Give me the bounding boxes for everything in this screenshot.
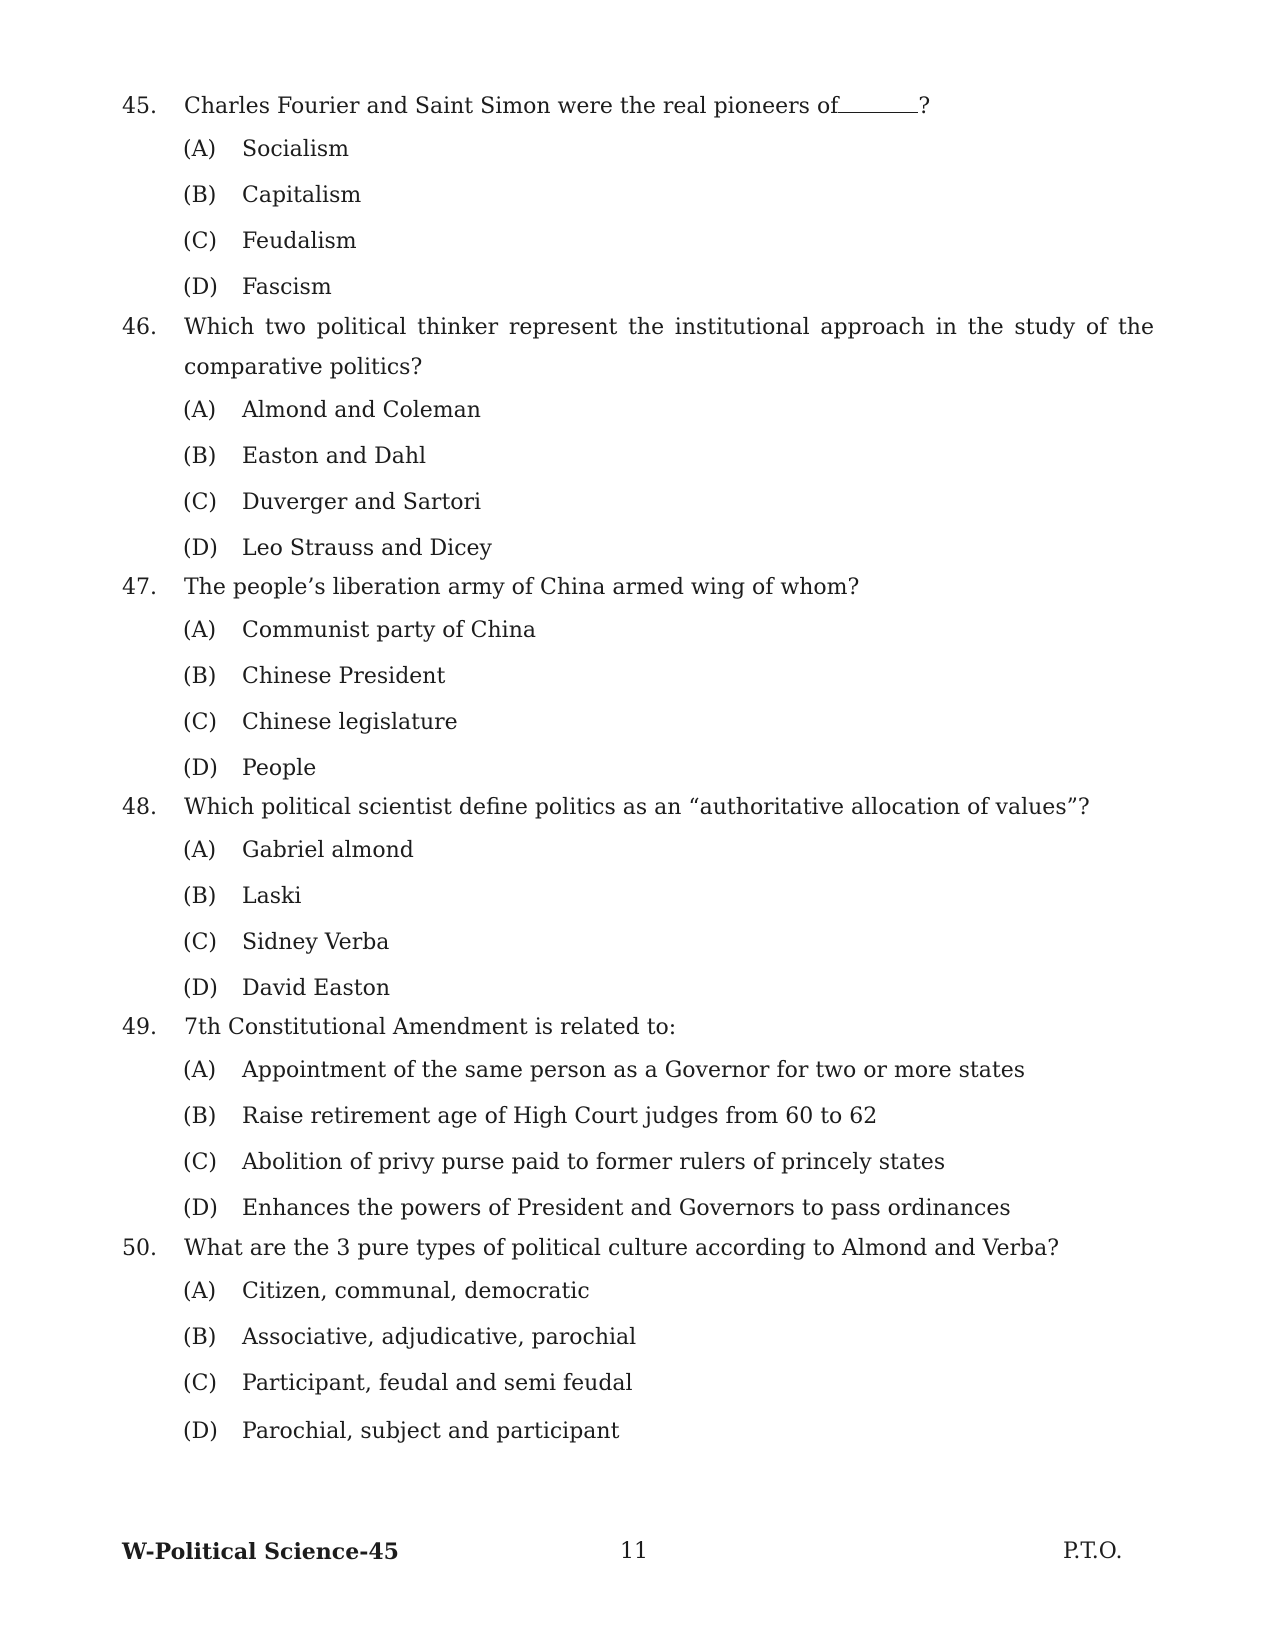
option-c <box>0 700 1275 746</box>
option-letter: (C) <box>183 490 217 515</box>
option-letter: (D) <box>183 1419 218 1444</box>
option-text: Communist party of China <box>242 618 536 643</box>
question-number: 49. <box>122 1015 157 1040</box>
option-b <box>0 1094 1275 1140</box>
option-text: Easton and Dahl <box>242 444 427 469</box>
option-text: Enhances the powers of President and Governors to pass ordinances <box>242 1196 1011 1221</box>
option-letter: (B) <box>183 1325 217 1350</box>
option-letter: (B) <box>183 664 217 689</box>
question-number: 45. <box>122 94 157 119</box>
question-text-suffix: ? <box>918 94 931 119</box>
option-text: David Easton <box>242 976 391 1001</box>
option-text: Duverger and Sartori <box>242 490 482 515</box>
question-48 <box>0 788 1275 1012</box>
option-b <box>0 1315 1275 1361</box>
option-text: Laski <box>242 884 302 909</box>
option-a <box>0 127 1275 173</box>
option-d <box>0 265 1275 311</box>
option-text: Feudalism <box>242 229 357 254</box>
question-number: 50. <box>122 1236 157 1261</box>
option-c <box>0 1361 1275 1407</box>
question-number: 47. <box>122 575 157 600</box>
option-text: Chinese legislature <box>242 710 458 735</box>
question-stem <box>0 308 1275 388</box>
option-letter: (C) <box>183 710 217 735</box>
option-letter: (C) <box>183 930 217 955</box>
option-b <box>0 173 1275 219</box>
option-letter: (C) <box>183 229 217 254</box>
option-letter: (C) <box>183 1150 217 1175</box>
fill-in-blank <box>838 111 918 113</box>
option-letter: (A) <box>183 838 217 863</box>
question-text <box>184 87 1154 127</box>
page-number: 11 <box>620 1539 648 1564</box>
question-49 <box>0 1008 1275 1232</box>
question-45 <box>0 87 1275 311</box>
option-c <box>0 219 1275 265</box>
question-stem <box>0 87 1275 127</box>
option-b <box>0 434 1275 480</box>
option-letter: (D) <box>183 756 218 781</box>
page-footer <box>0 1532 1275 1572</box>
option-letter: (B) <box>183 884 217 909</box>
option-a <box>0 828 1275 874</box>
question-text-main: Charles Fourier and Saint Simon were the real pioneers of <box>184 94 839 119</box>
question-stem <box>0 568 1275 608</box>
question-stem <box>0 1008 1275 1048</box>
option-text: Parochial, subject and participant <box>242 1419 620 1444</box>
option-letter: (A) <box>183 1279 217 1304</box>
option-c <box>0 480 1275 526</box>
paper-code: W-Political Science-45 <box>122 1539 399 1565</box>
option-a <box>0 1048 1275 1094</box>
question-number: 46. <box>122 315 157 340</box>
option-c <box>0 920 1275 966</box>
option-a <box>0 1269 1275 1315</box>
option-a <box>0 608 1275 654</box>
option-text: Fascism <box>242 275 332 300</box>
option-letter: (D) <box>183 976 218 1001</box>
pto-label: P.T.O. <box>1063 1539 1123 1564</box>
option-letter: (A) <box>183 618 217 643</box>
question-stem <box>0 788 1275 828</box>
option-text: Associative, adjudicative, parochial <box>242 1325 637 1350</box>
question-text: Which two political thinker represent the institutional approach in the study of the comparative politics? <box>184 315 1154 380</box>
option-letter: (A) <box>183 398 217 423</box>
option-c <box>0 1140 1275 1186</box>
option-a <box>0 388 1275 434</box>
option-letter: (B) <box>183 1104 217 1129</box>
option-d <box>0 746 1275 792</box>
question-number: 48. <box>122 795 157 820</box>
option-text: Capitalism <box>242 183 362 208</box>
option-d <box>0 1407 1275 1457</box>
option-text: Leo Strauss and Dicey <box>242 536 492 561</box>
option-letter: (B) <box>183 444 217 469</box>
option-text: Participant, feudal and semi feudal <box>242 1371 633 1396</box>
option-d <box>0 526 1275 572</box>
option-text: Sidney Verba <box>242 930 390 955</box>
question-text: 7th Constitutional Amendment is related to: <box>184 1015 677 1040</box>
option-text: Gabriel almond <box>242 838 414 863</box>
option-text: Socialism <box>242 137 350 162</box>
option-b <box>0 654 1275 700</box>
question-text: Which political scientist define politics as an “authoritative allocation of values”? <box>184 795 1090 820</box>
option-d <box>0 1186 1275 1232</box>
question-47 <box>0 568 1275 792</box>
option-text: Citizen, communal, democratic <box>242 1279 590 1304</box>
option-text: Appointment of the same person as a Governor for two or more states <box>242 1058 1026 1083</box>
option-letter: (A) <box>183 137 217 162</box>
option-letter: (C) <box>183 1371 217 1396</box>
option-text: Abolition of privy purse paid to former rulers of princely states <box>242 1150 946 1175</box>
question-50 <box>0 1229 1275 1457</box>
option-b <box>0 874 1275 920</box>
option-letter: (D) <box>183 1196 218 1221</box>
option-text: Raise retirement age of High Court judges from 60 to 62 <box>242 1104 878 1129</box>
option-text: People <box>242 756 317 781</box>
option-letter: (D) <box>183 536 218 561</box>
question-stem <box>0 1229 1275 1269</box>
question-text: The people’s liberation army of China armed wing of whom? <box>184 575 860 600</box>
option-letter: (A) <box>183 1058 217 1083</box>
option-letter: (D) <box>183 275 218 300</box>
option-d <box>0 966 1275 1012</box>
question-text: What are the 3 pure types of political culture according to Almond and Verba? <box>184 1236 1060 1261</box>
question-46 <box>0 308 1275 572</box>
option-text: Almond and Coleman <box>242 398 481 423</box>
option-text: Chinese President <box>242 664 446 689</box>
option-letter: (B) <box>183 183 217 208</box>
